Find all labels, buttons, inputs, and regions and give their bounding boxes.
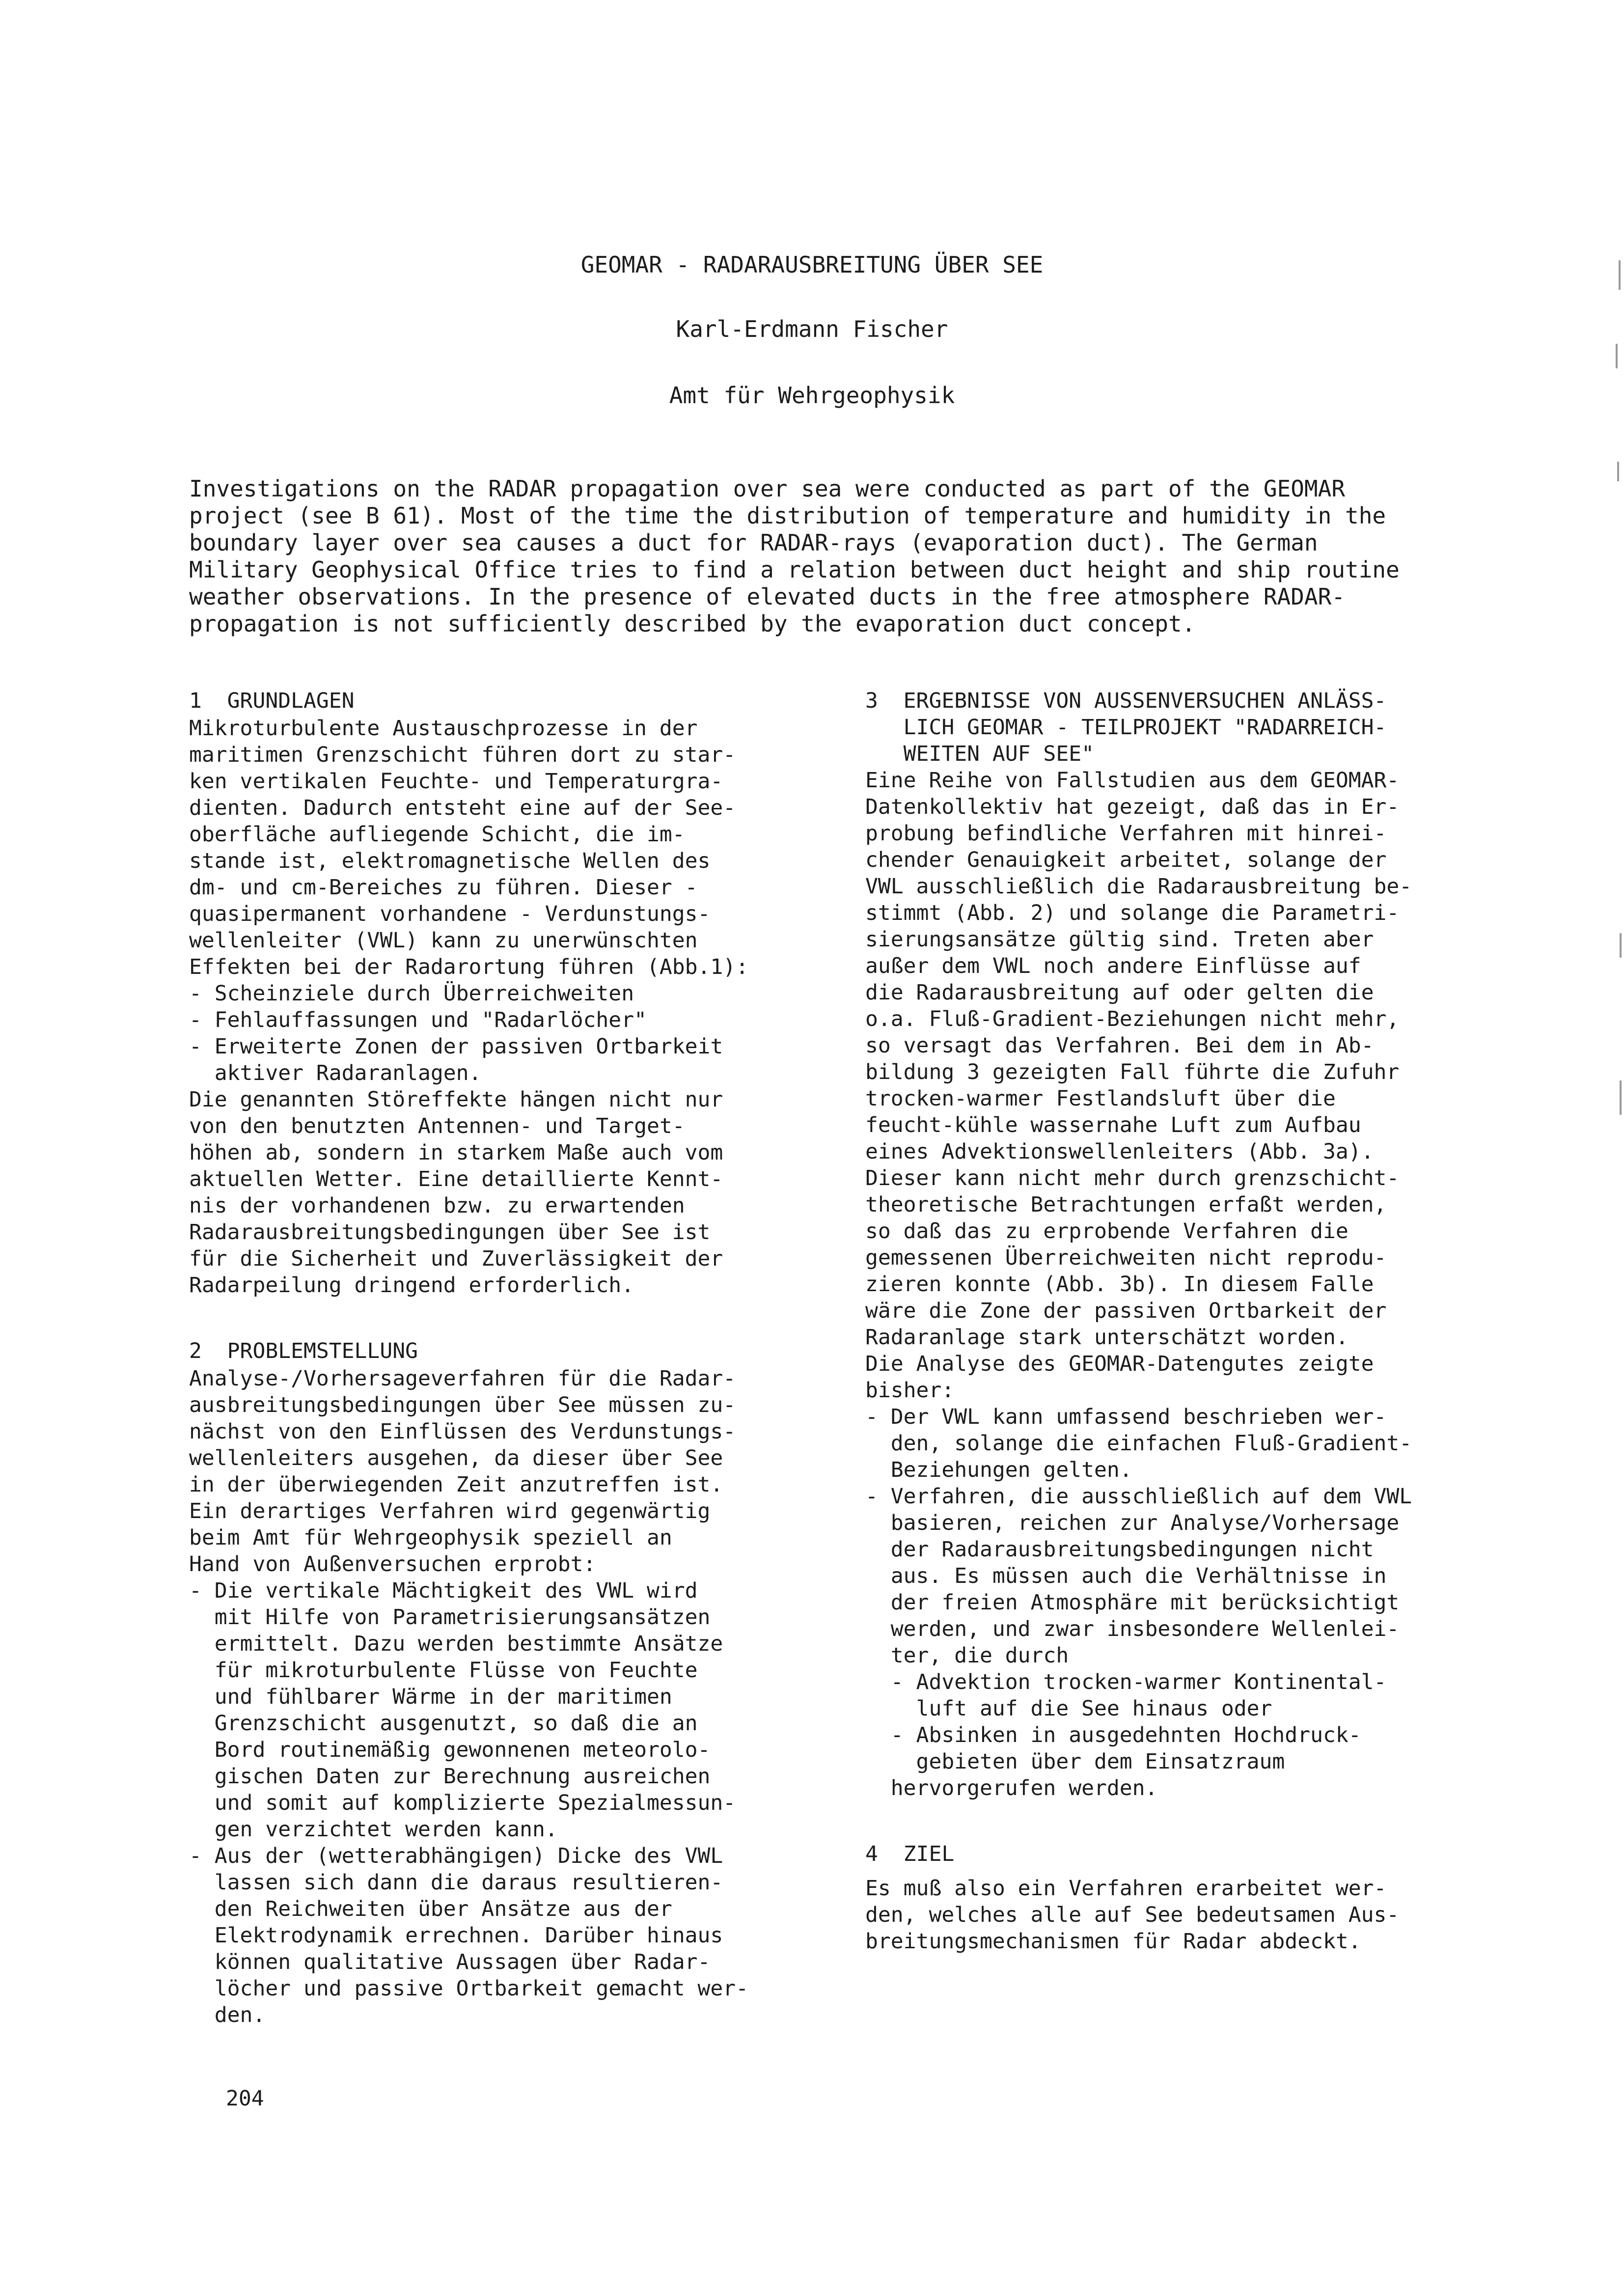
text-line: - Die vertikale Mächtigkeit des VWL wird xyxy=(189,1578,698,1603)
text-line: Radarpeilung dringend erforderlich. xyxy=(189,1273,634,1298)
section-body-ziel xyxy=(865,1875,1518,1955)
text-line: maritimen Grenzschicht führen dort zu star- xyxy=(189,743,736,767)
text-line: beim Amt für Wehrgeophysik speziell an xyxy=(189,1525,672,1550)
text-line: Die Analyse des GEOMAR-Datengutes zeigte xyxy=(865,1352,1374,1376)
text-line: den, solange die einfachen Fluß-Gradient- xyxy=(865,1431,1412,1456)
text-line: Es muß also ein Verfahren erarbeitet wer- xyxy=(865,1876,1387,1901)
text-line: ermittelt. Dazu werden bestimmte Ansätze xyxy=(189,1632,723,1656)
scan-mark xyxy=(1620,933,1622,958)
text-line: bildung 3 gezeigten Fall führte die Zufuhr xyxy=(865,1060,1400,1084)
section-body-grundlagen xyxy=(189,715,842,1299)
text-line: luft auf die See hinaus oder xyxy=(865,1696,1272,1721)
text-line: dm- und cm-Bereiches zu führen. Dieser - xyxy=(189,875,698,900)
text-line: - Verfahren, die ausschließlich auf dem VWL xyxy=(865,1484,1412,1509)
text-line: Beziehungen gelten. xyxy=(865,1458,1132,1482)
text-line: Radaranlage stark unterschätzt worden. xyxy=(865,1325,1349,1350)
text-line: trocken-warmer Festlandsluft über die xyxy=(865,1086,1336,1111)
text-line: - Scheinziele durch Überreichweiten xyxy=(189,981,634,1006)
text-line: feucht-kühle wassernahe Luft zum Aufbau xyxy=(865,1113,1361,1137)
text-line: o.a. Fluß-Gradient-Beziehungen nicht mehr, xyxy=(865,1007,1400,1031)
text-line: für mikroturbulente Flüsse von Feuchte xyxy=(189,1658,698,1683)
text-line: oberfläche aufliegende Schicht, die im- xyxy=(189,822,685,847)
scan-mark xyxy=(1616,344,1618,368)
text-line: wellenleiter (VWL) kann zu unerwünschten xyxy=(189,928,698,953)
section-heading-grundlagen: 1 GRUNDLAGEN xyxy=(189,689,355,713)
text-line: sierungsansätze gültig sind. Treten aber xyxy=(865,927,1374,952)
text-line: der Radarausbreitungsbedingungen nicht xyxy=(865,1537,1374,1562)
text-line: LICH GEOMAR - TEILPROJEKT "RADARREICH- xyxy=(865,715,1387,740)
text-line: die Radarausbreitung auf oder gelten die xyxy=(865,980,1374,1005)
section-heading-problemstellung: 2 PROBLEMSTELLUNG xyxy=(189,1339,418,1363)
text-line: Dieser kann nicht mehr durch grenzschicht- xyxy=(865,1166,1400,1190)
text-line: Effekten bei der Radarortung führen (Abb.1): xyxy=(189,955,749,979)
text-line: - Der VWL kann umfassend beschrieben wer- xyxy=(865,1405,1387,1429)
text-line: aus. Es müssen auch die Verhältnisse in xyxy=(865,1564,1387,1588)
text-line: der freien Atmosphäre mit berücksichtigt xyxy=(865,1590,1400,1615)
abstract-line: weather observations. In the presence of elevated ducts in the free atmosphere RADAR- xyxy=(189,583,1346,610)
text-line: dienten. Dadurch entsteht eine auf der See- xyxy=(189,796,736,820)
affiliation: Amt für Wehrgeophysik xyxy=(669,382,955,409)
section-body-problemstellung xyxy=(189,1365,842,2028)
section-heading-ziel: 4 ZIEL xyxy=(865,1842,955,1866)
text-line: gebieten über dem Einsatzraum xyxy=(865,1749,1285,1774)
text-line: ausbreitungsbedingungen über See müssen zu- xyxy=(189,1393,736,1417)
text-line: aktuellen Wetter. Eine detaillierte Kennt- xyxy=(189,1167,723,1191)
text-line: - Fehlauffassungen und "Radarlöcher" xyxy=(189,1008,647,1032)
text-line: gischen Daten zur Berechnung ausreichen xyxy=(189,1764,711,1789)
text-line: nis der vorhandenen bzw. zu erwartenden xyxy=(189,1193,685,1218)
text-line: Ein derartiges Verfahren wird gegenwärtig xyxy=(189,1499,711,1523)
text-line: chender Genauigkeit arbeitet, solange der xyxy=(865,848,1387,872)
text-line: löcher und passive Ortbarkeit gemacht wer- xyxy=(189,1976,749,2001)
text-line: außer dem VWL noch andere Einflüsse auf xyxy=(865,954,1361,978)
right-column xyxy=(865,688,1518,1955)
text-line: bisher: xyxy=(865,1378,955,1403)
text-line: nächst von den Einflüssen des Verdunstungs- xyxy=(189,1419,736,1444)
text-line: - Aus der (wetterabhängigen) Dicke des VWL xyxy=(189,1844,723,1868)
text-line: und fühlbarer Wärme in der maritimen xyxy=(189,1685,672,1709)
text-line: Die genannten Störeffekte hängen nicht nur xyxy=(189,1087,723,1112)
text-line: breitungsmechanismen für Radar abdeckt. xyxy=(865,1929,1361,1954)
scan-mark xyxy=(1620,1080,1622,1115)
text-line: höhen ab, sondern in starkem Maße auch vom xyxy=(189,1140,723,1165)
text-line: gen verzichtet werden kann. xyxy=(189,1817,558,1842)
text-line: in der überwiegenden Zeit anzutreffen ist. xyxy=(189,1472,723,1497)
text-line: - Absinken in ausgedehnten Hochdruck- xyxy=(865,1723,1361,1747)
abstract-line: propagation is not sufficiently described by the evaporation duct concept. xyxy=(189,610,1196,637)
text-line: so daß das zu erprobende Verfahren die xyxy=(865,1219,1349,1244)
text-line: zieren konnte (Abb. 3b). In diesem Falle xyxy=(865,1272,1374,1297)
text-line: stimmt (Abb. 2) und solange die Parametri- xyxy=(865,901,1400,925)
text-line: - Advektion trocken-warmer Kontinental- xyxy=(865,1670,1387,1694)
text-line: können qualitative Aussagen über Radar- xyxy=(189,1950,711,1974)
text-line: Bord routinemäßig gewonnenen meteorolo- xyxy=(189,1738,711,1762)
section-body-ergebnisse xyxy=(865,767,1518,1801)
scan-mark xyxy=(1619,260,1621,290)
text-line: für die Sicherheit und Zuverlässigkeit der xyxy=(189,1246,723,1271)
text-line: Datenkollektiv hat gezeigt, daß das in Er- xyxy=(865,795,1400,819)
abstract-line: Investigations on the RADAR propagation over sea were conducted as part of the GEOMAR xyxy=(189,475,1346,502)
text-line: so versagt das Verfahren. Bei dem in Ab- xyxy=(865,1033,1374,1058)
text-line: und somit auf komplizierte Spezialmessun- xyxy=(189,1791,736,1815)
text-line: ken vertikalen Feuchte- und Temperaturgra- xyxy=(189,769,723,794)
abstract-line: Military Geophysical Office tries to find a relation between duct height and ship routine xyxy=(189,556,1400,583)
text-line: aktiver Radaranlagen. xyxy=(189,1061,482,1085)
abstract-line: boundary layer over sea causes a duct for RADAR-rays (evaporation duct). The German xyxy=(189,529,1318,556)
text-line: wäre die Zone der passiven Ortbarkeit der xyxy=(865,1299,1387,1323)
text-line: werden, und zwar insbesondere Wellenlei- xyxy=(865,1617,1400,1641)
text-line: wellenleiters ausgehen, da dieser über See xyxy=(189,1446,723,1470)
text-line: ter, die durch xyxy=(865,1643,1069,1668)
text-line: gemessenen Überreichweiten nicht reprodu- xyxy=(865,1245,1387,1270)
text-line: basieren, reichen zur Analyse/Vorhersage xyxy=(865,1511,1400,1535)
text-line: Radarausbreitungsbedingungen über See ist xyxy=(189,1220,711,1245)
text-line: quasipermanent vorhandene - Verdunstungs- xyxy=(189,902,711,926)
abstract-line: project (see B 61). Most of the time the distribution of temperature and humidity in the xyxy=(189,502,1386,529)
section-heading-ergebnisse xyxy=(865,688,1518,767)
left-column xyxy=(189,688,842,2028)
text-line: Mikroturbulente Austauschprozesse in der xyxy=(189,716,698,741)
text-line: stande ist, elektromagnetische Wellen des xyxy=(189,849,711,873)
text-line: theoretische Betrachtungen erfaßt werden, xyxy=(865,1192,1387,1217)
author-name: Karl-Erdmann Fischer xyxy=(676,316,948,342)
text-line: probung befindliche Verfahren mit hinrei- xyxy=(865,821,1387,846)
text-line: Analyse-/Vorhersageverfahren für die Radar- xyxy=(189,1366,736,1391)
abstract xyxy=(189,475,1461,637)
text-line: mit Hilfe von Parametrisierungsansätzen xyxy=(189,1605,711,1630)
text-line: VWL ausschließlich die Radarausbreitung be- xyxy=(865,874,1412,899)
scan-mark xyxy=(1617,462,1619,481)
text-line: Eine Reihe von Fallstudien aus dem GEOMAR- xyxy=(865,768,1400,793)
text-line: 3 ERGEBNISSE VON AUSSENVERSUCHEN ANLÄSS- xyxy=(865,689,1387,713)
page-number: 204 xyxy=(226,2086,264,2111)
text-line: Grenzschicht ausgenutzt, so daß die an xyxy=(189,1711,698,1736)
text-line: Hand von Außenversuchen erprobt: xyxy=(189,1552,596,1577)
text-line: den, welches alle auf See bedeutsamen Aus- xyxy=(865,1903,1400,1927)
text-line: eines Advektionswellenleiters (Abb. 3a). xyxy=(865,1139,1374,1164)
text-line: - Erweiterte Zonen der passiven Ortbarkeit xyxy=(189,1034,723,1059)
paper-title: GEOMAR - RADARAUSBREITUNG ÜBER SEE xyxy=(580,251,1044,278)
text-line: den. xyxy=(189,2003,266,2027)
text-line: den Reichweiten über Ansätze aus der xyxy=(189,1897,672,1921)
text-line: hervorgerufen werden. xyxy=(865,1776,1158,1800)
text-line: Elektrodynamik errechnen. Darüber hinaus xyxy=(189,1923,723,1948)
text-line: WEITEN AUF SEE" xyxy=(865,742,1094,766)
text-line: von den benutzten Antennen- und Target- xyxy=(189,1114,685,1138)
text-line: lassen sich dann die daraus resultieren- xyxy=(189,1870,723,1895)
